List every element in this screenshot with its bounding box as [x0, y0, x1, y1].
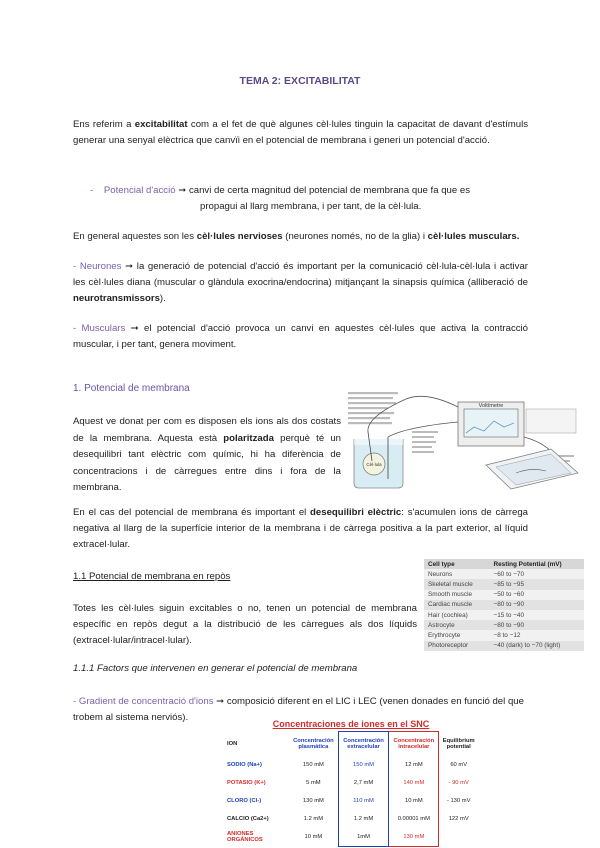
- table-row: ANIONES ORGÁNICOS 10 mM 1mM 130 mM: [224, 828, 478, 847]
- membrane-potential-apparatus-figure: [346, 387, 584, 490]
- resting-potential-table: [424, 559, 584, 651]
- section-1-1-paragraph: Totes les cèl·lules siguin excitables o no, tenen un potencial de membrana específic en repòs degut a la distribució de les càrregues als dos líquids (extracel·lular/intracel·lular).: [73, 603, 417, 646]
- table-header: ION: [227, 740, 238, 747]
- table-row: Astrocyte −80 to −90: [424, 620, 584, 630]
- arrow-icon: ➞: [125, 261, 134, 272]
- table-header: Equilibrium potential: [442, 737, 475, 750]
- ion-table-title: Concentraciones de iones en el SNC: [272, 719, 430, 729]
- voltmeter-label: Voltímetre: [478, 403, 504, 409]
- table-row: Cardiac muscle −80 to −90: [424, 600, 584, 610]
- intro-paragraph: Ens referim a excitabilitat com a el fet de què algunes cèl·lules tinguin la capacitat de davant d'estímuls generar una senyal elèctrica que canvïi en el potencial de membrana i generi un potencial d'acció.: [73, 119, 528, 146]
- section-1-paragraph-2: En el cas del potencial de membrana és important el desequilibri elèctric: s'acumulen ions de càrrega negativa al llarg de la superfície interior de la membrana i de càrrega positiva a la part exterior, al líquid extracel·lular.: [73, 507, 528, 550]
- ion-concentration-table: [224, 719, 478, 844]
- bullet-action-potential: - Potencial d'acció ➞ canvi de certa magnitud del potencial de membrana que fa que es propagui al llarg membrana, i per tant, de la cèl·lula.: [90, 185, 471, 212]
- table-row: CALCIO (Ca2+) 1.2 mM 1.2 mM 0.00001 mM 122 mV: [224, 810, 478, 828]
- arrow-icon: ➞: [130, 323, 139, 334]
- table-header: Concentración plasmática: [293, 737, 334, 750]
- general-cells-paragraph: En general aquestes son les cèl·lules nervioses (neurones només, no de la glia) i cèl·lules musculars.: [73, 231, 520, 242]
- arrow-icon: ➞: [216, 696, 225, 707]
- arrow-icon: ➞: [178, 185, 187, 196]
- table-header: Resting Potential (mV): [489, 559, 584, 569]
- table-row: Neurons −60 to −70: [424, 569, 584, 579]
- musculars-paragraph: - Musculars ➞ el potencial d'acció provoca un canvi en aquestes cèl·lules que activa la contracció muscular, i per tant, genera moviment.: [73, 323, 529, 350]
- table-row: Erythrocyte −8 to −12: [424, 630, 584, 640]
- section-1-paragraph-1: Aquest ve donat per com es disposen els ions als dos costats de la membrana. Aquesta està polaritzada perquè té un desequilibri tant elèctric com químic, hi ha diferència de concentracions i de càrregues entre dins i fora de la membrana.: [73, 416, 341, 493]
- concentration-gradient-paragraph: - Gradient de concentració d'ions ➞ composició diferent en el LIC i LEC (venen donades en funció del que trobem al sistema nerviós).: [73, 696, 524, 723]
- table-header: Cell type: [424, 559, 489, 569]
- table-row: Hair (cochlea) −15 to −40: [424, 610, 584, 620]
- table-row: Smooth muscle −50 to −60: [424, 590, 584, 600]
- table-row: Photoreceptor −40 (dark) to −70 (light): [424, 641, 584, 651]
- neurones-paragraph: - Neurones ➞ la generació de potencial d'acció és important per la comunicació cèl·lula-cèl·lula i activar les cèl·lules diana (muscular o glàndula exocrina/endocrina) mitjançant la sinapsis química (alliberació de neurotransmissors).: [73, 261, 528, 304]
- cell-label: Cèl·lula: [366, 462, 382, 467]
- table-header: Concentración intracelular: [389, 732, 439, 757]
- section-1-heading: 1. Potencial de membrana: [73, 383, 190, 394]
- table-row: Skeletal muscle −85 to −95: [424, 579, 584, 589]
- page-title: TEMA 2: EXCITABILITAT: [239, 75, 361, 87]
- section-1-1-heading: 1.1 Potencial de membrana en repòs: [73, 571, 231, 582]
- table-row: SODIO (Na+) 150 mM 150 mM 12 mM 60 mV: [224, 756, 478, 774]
- section-1-1-1-heading: 1.1.1 Factors que intervenen en generar el potencial de membrana: [73, 663, 358, 674]
- table-row: POTASIO (K+) 5 mM 2,7 mM 140 mM - 90 mV: [224, 774, 478, 792]
- term-action-potential: Potencial d'acció: [103, 185, 176, 196]
- table-header: Concentración extracelular: [338, 732, 388, 757]
- table-row: CLORO (Cl-) 130 mM 110 mM 10 mM - 130 mV: [224, 792, 478, 810]
